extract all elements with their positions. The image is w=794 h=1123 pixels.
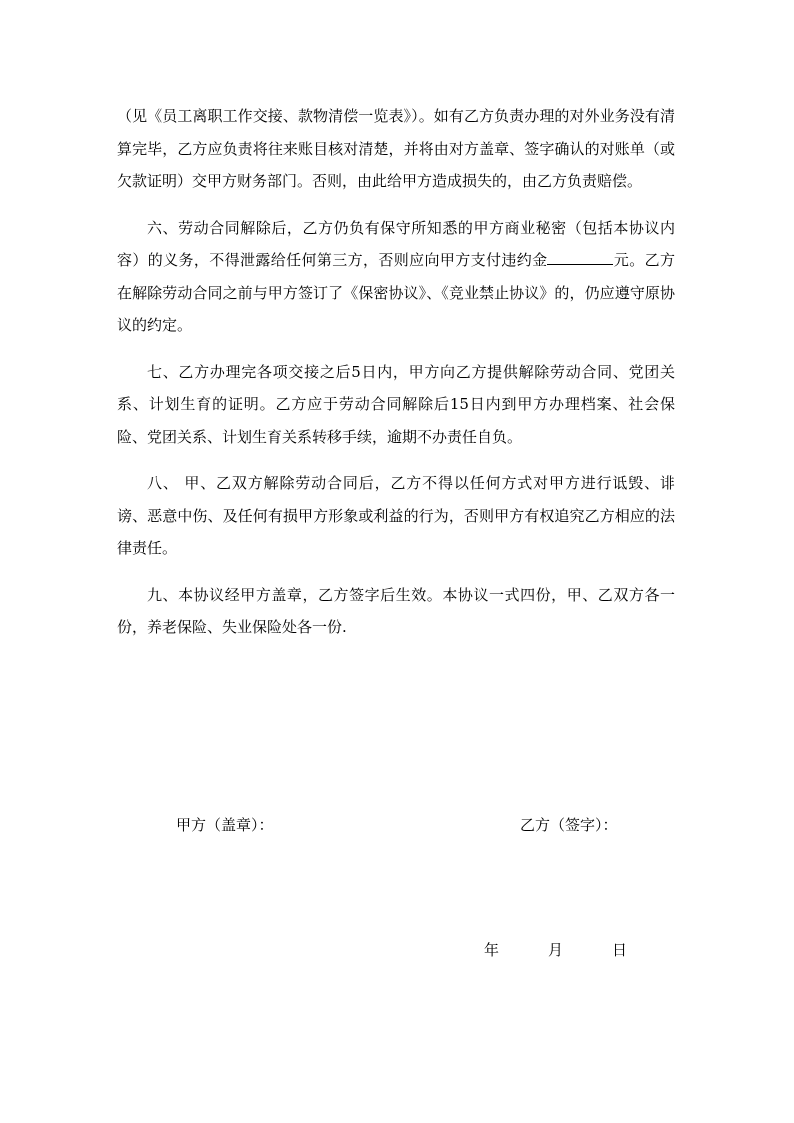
date-day-label: 日 (612, 941, 628, 959)
confidentiality-text-before-blank: 六、劳动合同解除后，乙方仍负有保守所知悉的甲方商业秘密（包括本协议内容）的义务，不得泄露给任何第三方，否则应向甲方支付违约金 (117, 218, 675, 269)
paragraph-certificates: 七、乙方办理完各项交接之后5日内，甲方向乙方提供解除劳动合同、党团关系、计划生育的证明。乙方应于劳动合同解除后15日内到甲方办理档案、社会保险、党团关系、计划生育关系转移手续，逾期不办责任自负。 (117, 362, 675, 446)
confidentiality-text-after-blank: 元。乙方在解除劳动合同之前与甲方签订了《保密协议》、《竞业禁止协议》的，仍应遵守原协议的约定。 (117, 251, 675, 334)
paragraph-effectiveness: 九、本协议经甲方盖章，乙方签字后生效。本协议一式四份，甲、乙双方各一份，养老保险、失业保险处各一份. (117, 585, 675, 636)
penalty-amount-blank (547, 247, 613, 265)
paragraph-confidentiality (117, 212, 675, 342)
party-b-signature-label: 乙方（签字）： (520, 816, 618, 834)
paragraph-non-defamation: 八、 甲、乙双方解除劳动合同后，乙方不得以任何方式对甲方进行诋毁、诽谤、恶意中伤、及任何有损甲方形象或利益的行为，否则甲方有权追究乙方相应的法律责任。 (117, 474, 675, 557)
party-a-seal-label: 甲方（盖章）： (176, 816, 274, 834)
agreement-body (117, 100, 675, 658)
date-year-label: 年 (484, 941, 500, 959)
date-month-label: 月 (548, 941, 564, 959)
paragraph-handover-settlement: （见《员工离职工作交接、款物清偿一览表》）。如有乙方负责办理的对外业务没有清算完毕，乙方应负责将往来账目核对清楚，并将由对方盖章、签字确认的对账单（或欠款证明）交甲方财务部门。否则，由此给甲方造成损失的，由乙方负责赔偿。 (117, 107, 675, 190)
